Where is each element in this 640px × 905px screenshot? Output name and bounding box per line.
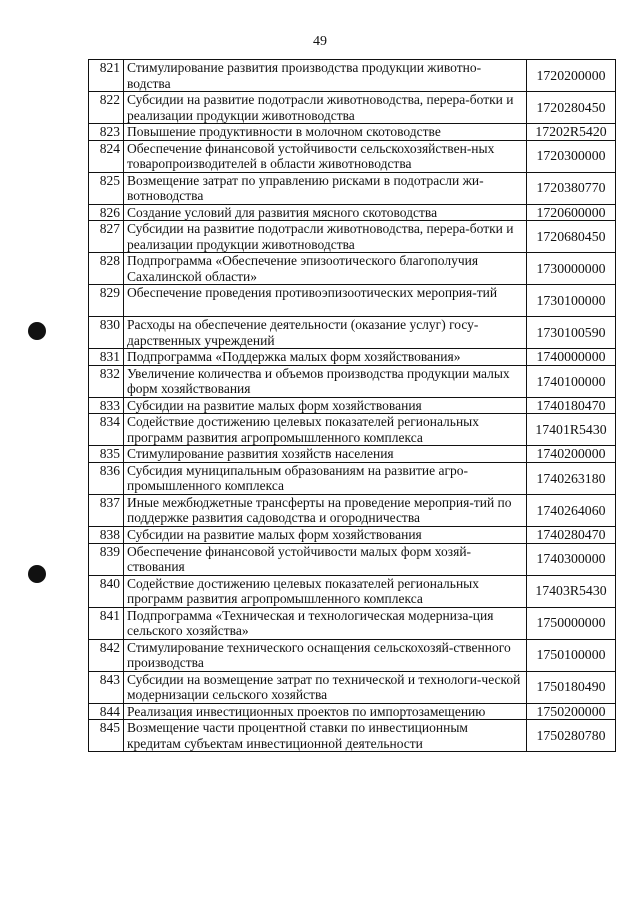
row-number: 832 bbox=[89, 365, 124, 397]
row-code: 1720600000 bbox=[527, 204, 616, 221]
row-code: 1720300000 bbox=[527, 140, 616, 172]
row-description: Субсидии на развитие подотрасли животноводства, перера-ботки и реализации продукции животноводства bbox=[124, 221, 527, 253]
row-code: 17401R5430 bbox=[527, 414, 616, 446]
row-number: 828 bbox=[89, 253, 124, 285]
table-body bbox=[89, 60, 616, 752]
row-number: 831 bbox=[89, 349, 124, 366]
row-description: Обеспечение финансовой устойчивости сельскохозяйствен-ных товаропроизводителей в области животноводства bbox=[124, 140, 527, 172]
table-row bbox=[89, 607, 616, 639]
row-description: Реализация инвестиционных проектов по импортозамещению bbox=[124, 703, 527, 720]
table-row bbox=[89, 253, 616, 285]
row-description: Подпрограмма «Поддержка малых форм хозяйствования» bbox=[124, 349, 527, 366]
row-description: Обеспечение финансовой устойчивости малых форм хозяй-ствования bbox=[124, 543, 527, 575]
row-code: 1720200000 bbox=[527, 60, 616, 92]
row-description: Стимулирование развития производства продукции животно-водства bbox=[124, 60, 527, 92]
row-code: 1740280470 bbox=[527, 526, 616, 543]
row-description: Субсидия муниципальным образованиям на развитие агро-промышленного комплекса bbox=[124, 462, 527, 494]
table-row bbox=[89, 703, 616, 720]
binding-hole-mark bbox=[28, 322, 46, 340]
row-number: 824 bbox=[89, 140, 124, 172]
row-code: 1750100000 bbox=[527, 639, 616, 671]
row-description: Повышение продуктивности в молочном скотоводстве bbox=[124, 124, 527, 141]
row-number: 825 bbox=[89, 172, 124, 204]
row-code: 1750180490 bbox=[527, 671, 616, 703]
row-number: 842 bbox=[89, 639, 124, 671]
row-number: 829 bbox=[89, 285, 124, 317]
table-row bbox=[89, 671, 616, 703]
row-description: Возмещение части процентной ставки по инвестиционным кредитам субъектам инвестиционной деятельности bbox=[124, 720, 527, 752]
table-row bbox=[89, 494, 616, 526]
table-row bbox=[89, 397, 616, 414]
row-code: 1740263180 bbox=[527, 462, 616, 494]
binding-hole-mark bbox=[28, 565, 46, 583]
row-number: 834 bbox=[89, 414, 124, 446]
row-description: Расходы на обеспечение деятельности (оказание услуг) госу-дарственных учреждений bbox=[124, 317, 527, 349]
row-number: 837 bbox=[89, 494, 124, 526]
row-number: 827 bbox=[89, 221, 124, 253]
table-row bbox=[89, 720, 616, 752]
row-number: 821 bbox=[89, 60, 124, 92]
row-code: 1730000000 bbox=[527, 253, 616, 285]
row-number: 835 bbox=[89, 446, 124, 463]
row-description: Создание условий для развития мясного скотоводства bbox=[124, 204, 527, 221]
table-row bbox=[89, 60, 616, 92]
row-number: 841 bbox=[89, 607, 124, 639]
row-number: 839 bbox=[89, 543, 124, 575]
page-number: 49 bbox=[313, 34, 327, 49]
row-code: 1730100000 bbox=[527, 285, 616, 317]
row-number: 826 bbox=[89, 204, 124, 221]
table-row bbox=[89, 285, 616, 317]
table-row bbox=[89, 349, 616, 366]
row-code: 1750280780 bbox=[527, 720, 616, 752]
row-code: 1740180470 bbox=[527, 397, 616, 414]
row-description: Подпрограмма «Техническая и технологическая модерниза-ция сельского хозяйства» bbox=[124, 607, 527, 639]
row-number: 838 bbox=[89, 526, 124, 543]
row-description: Субсидии на развитие малых форм хозяйствования bbox=[124, 397, 527, 414]
row-code: 1740000000 bbox=[527, 349, 616, 366]
table-row bbox=[89, 414, 616, 446]
budget-classification-table bbox=[88, 59, 616, 752]
row-description: Содействие достижению целевых показателей региональных программ развития агропромышленного комплекса bbox=[124, 414, 527, 446]
table-row bbox=[89, 221, 616, 253]
table-row bbox=[89, 204, 616, 221]
row-number: 844 bbox=[89, 703, 124, 720]
row-code: 17403R5430 bbox=[527, 575, 616, 607]
table-row bbox=[89, 124, 616, 141]
row-code: 1740100000 bbox=[527, 365, 616, 397]
table-row bbox=[89, 172, 616, 204]
row-number: 843 bbox=[89, 671, 124, 703]
table-row bbox=[89, 140, 616, 172]
row-description: Субсидии на развитие малых форм хозяйствования bbox=[124, 526, 527, 543]
row-code: 1740200000 bbox=[527, 446, 616, 463]
row-description: Стимулирование развития хозяйств населения bbox=[124, 446, 527, 463]
table-row bbox=[89, 575, 616, 607]
row-description: Возмещение затрат по управлению рисками в подотрасли жи-вотноводства bbox=[124, 172, 527, 204]
row-number: 845 bbox=[89, 720, 124, 752]
row-number: 823 bbox=[89, 124, 124, 141]
row-description: Стимулирование технического оснащения сельскохозяй-ственного производства bbox=[124, 639, 527, 671]
row-code: 1740300000 bbox=[527, 543, 616, 575]
row-code: 1750000000 bbox=[527, 607, 616, 639]
row-code: 1720280450 bbox=[527, 92, 616, 124]
row-number: 830 bbox=[89, 317, 124, 349]
row-number: 836 bbox=[89, 462, 124, 494]
row-number: 840 bbox=[89, 575, 124, 607]
row-code: 1720380770 bbox=[527, 172, 616, 204]
row-code: 17202R5420 bbox=[527, 124, 616, 141]
row-code: 1750200000 bbox=[527, 703, 616, 720]
table-row bbox=[89, 462, 616, 494]
table-row bbox=[89, 317, 616, 349]
row-description: Иные межбюджетные трансферты на проведение мероприя-тий по поддержке развития садоводства и огородничества bbox=[124, 494, 527, 526]
row-description: Субсидии на развитие подотрасли животноводства, перера-ботки и реализации продукции животноводства bbox=[124, 92, 527, 124]
table-row bbox=[89, 365, 616, 397]
row-description: Увеличение количества и объемов производства продукции малых форм хозяйствования bbox=[124, 365, 527, 397]
row-description: Субсидии на возмещение затрат по технической и технологи-ческой модернизации сельского хозяйства bbox=[124, 671, 527, 703]
table-row bbox=[89, 92, 616, 124]
table-row bbox=[89, 639, 616, 671]
table-row bbox=[89, 526, 616, 543]
row-description: Подпрограмма «Обеспечение эпизоотического благополучия Сахалинской области» bbox=[124, 253, 527, 285]
table-row bbox=[89, 543, 616, 575]
row-code: 1720680450 bbox=[527, 221, 616, 253]
row-description: Содействие достижению целевых показателей региональных программ развития агропромышленного комплекса bbox=[124, 575, 527, 607]
row-code: 1740264060 bbox=[527, 494, 616, 526]
row-number: 822 bbox=[89, 92, 124, 124]
row-description: Обеспечение проведения противоэпизоотических мероприя-тий bbox=[124, 285, 527, 317]
row-code: 1730100590 bbox=[527, 317, 616, 349]
row-number: 833 bbox=[89, 397, 124, 414]
table-row bbox=[89, 446, 616, 463]
